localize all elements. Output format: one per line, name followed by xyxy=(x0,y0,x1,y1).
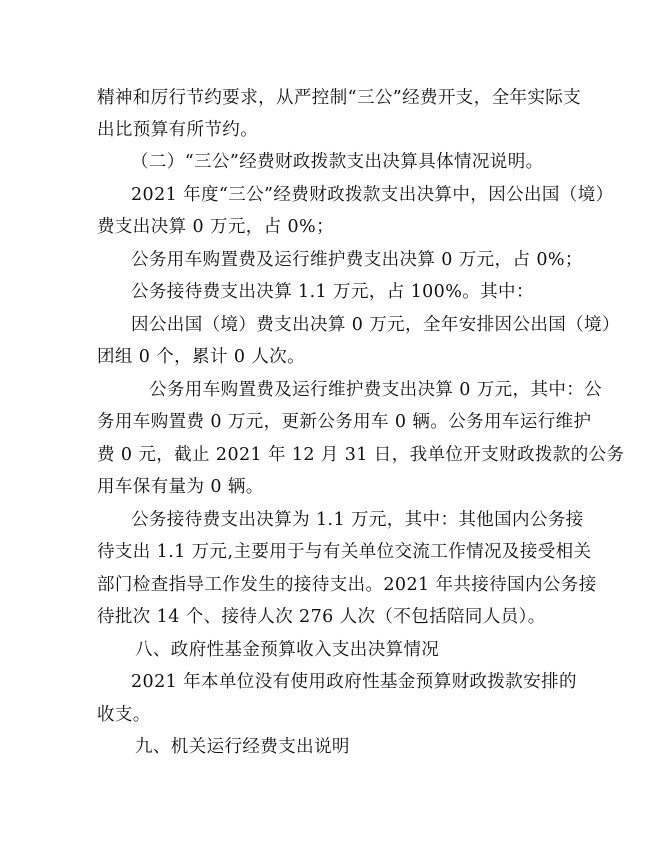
text-line: 务用车购置费 0 万元，更新公务用车 0 辆。公务用车运行维护 xyxy=(97,412,592,432)
text-line: 公务用车购置费及运行维护费支出决算 0 万元，占 0%； xyxy=(131,250,583,270)
text-line: 公务接待费支出决算 1.1 万元，占 100%。其中： xyxy=(131,282,534,302)
text-line: 费 0 元，截止 2021 年 12 月 31 日，我单位开支财政拨款的公务 xyxy=(97,445,625,465)
text-line: 公务用车购置费及运行维护费支出决算 0 万元，其中：公 xyxy=(149,380,603,400)
text-line: 费支出决算 0 万元，占 0%； xyxy=(97,217,334,237)
text-line: 2021 年度“三公”经费财政拨款支出决算中，因公出国（境） xyxy=(131,185,614,205)
text-line: 团组 0 个，累计 0 人次。 xyxy=(97,347,306,367)
section-heading: （二）“三公”经费财政拨款支出决算具体情况说明。 xyxy=(131,152,544,172)
text-line: 部门检查指导工作发生的接待支出。2021 年共接待国内公务接 xyxy=(97,575,597,595)
text-line: 精神和厉行节约要求，从严控制“三公”经费开支，全年实际支 xyxy=(97,88,582,108)
text-line: 用车保有量为 0 辆。 xyxy=(97,477,264,497)
text-line: 待支出 1.1 万元,主要用于与有关单位交流工作情况及接受相关 xyxy=(97,542,592,562)
text-line: 收支。 xyxy=(97,705,151,725)
text-line: 出比预算有所节约。 xyxy=(97,120,259,140)
text-line: 公务接待费支出决算为 1.1 万元，其中：其他国内公务接 xyxy=(131,510,584,530)
text-line: 待批次 14 个、接待人次 276 人次（不包括陪同人员）。 xyxy=(97,607,546,627)
section-heading: 九、机关运行经费支出说明 xyxy=(135,737,350,757)
text-line: 2021 年本单位没有使用政府性基金预算财政拨款安排的 xyxy=(131,672,577,692)
section-heading: 八、政府性基金预算收入支出决算情况 xyxy=(135,640,440,660)
text-line: 因公出国（境）费支出决算 0 万元，全年安排因公出国（境） xyxy=(131,315,620,335)
